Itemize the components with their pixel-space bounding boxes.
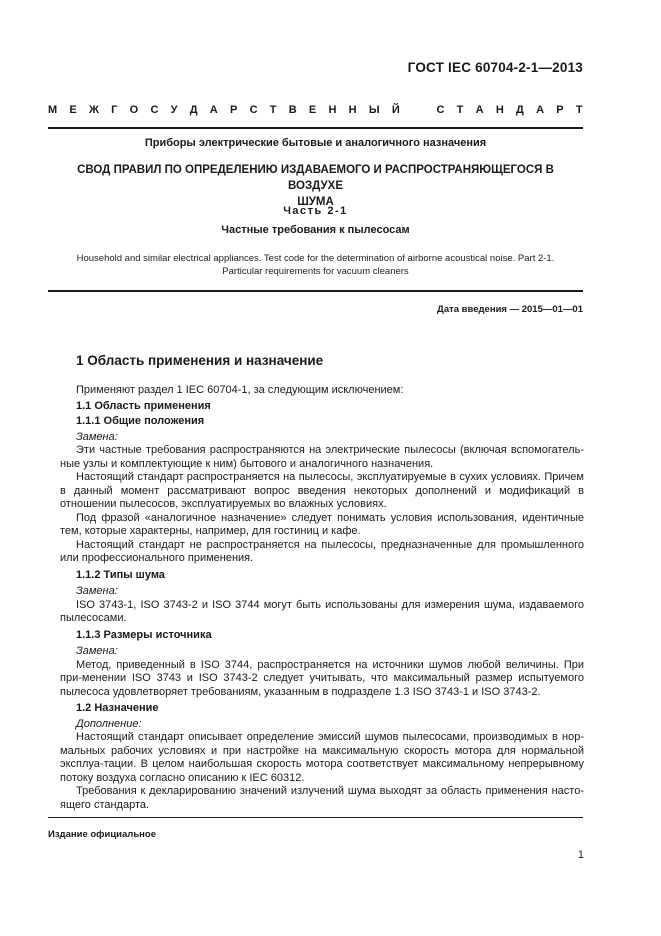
section-heading: 1 Область применения и назначение (76, 353, 324, 368)
replacement-label: Замена: (76, 585, 118, 597)
subsection-heading: 1.1.3 Размеры источника (76, 628, 212, 641)
banner-letter: Д (516, 104, 524, 116)
banner-letter: М (48, 104, 58, 116)
banner-letter: Е (69, 104, 77, 116)
banner-letter: Н (328, 104, 337, 116)
paragraph: Требования к декларированию значений излучений шума выходят за область применения насто-ящего стандарта. (60, 785, 584, 811)
subsection-heading: 1.1.2 Типы шума (76, 568, 165, 581)
banner-letter: Й (391, 104, 400, 116)
paragraph: Настоящий стандарт не распространяется на пылесосы, предназначенные для промышленного или профессионального применения. (60, 538, 584, 564)
paragraph: Метод, приведенный в ISO 3744, распространяется на источники шумов любой величины. При при-менении ISO 3743 и ISO 3743-2 следует учитывать, что максимальный размер испытуемого пылесоса удовлетворяет требованиям, указанным в подразделе 1.3 ISO 3743-1 и ISO 3743-2. (60, 658, 584, 698)
banner-letter: Ы (368, 104, 380, 116)
banner-letter: О (129, 104, 139, 116)
banner-letter: С (150, 104, 159, 116)
banner-letter: У (170, 104, 178, 116)
footer-divider (48, 817, 583, 818)
document-code: ГОСТ IEC 60704-2-1—2013 (407, 60, 583, 75)
main-title-line: ШУМА (297, 196, 334, 208)
english-title-line: Household and similar electrical appliances. Test code for the determination of airborne acoustical noise. Part 2-1. (76, 253, 555, 264)
banner-letter: Н (348, 104, 357, 116)
addition-label: Дополнение: (76, 717, 142, 730)
official-edition-note: Издание официальное (48, 829, 156, 840)
banner-letter: Н (495, 104, 504, 116)
paragraph: Под фразой «аналогичное назначение» следует понимать условия использования, идентичные тем, которые характерны, например, для гостиниц и кафе. (60, 511, 584, 537)
replacement-label: Замена: (76, 430, 118, 443)
english-title-line: Particular requirements for vacuum cleaners (222, 266, 409, 277)
banner-letter: С (436, 104, 445, 116)
subsection-heading: 1.1 Область применения (76, 399, 211, 412)
paragraph: Эти частные требования распространяются на электрические пылесосы (включая вспомогатель-ные узлы и комплектующие к ним) бытового и аналогичного назначения. (60, 444, 584, 470)
banner-letter: Р (229, 104, 238, 116)
banner-letter: С (249, 104, 258, 116)
paragraph: Применяют раздел 1 IEC 60704-1, за следующим исключением: (76, 384, 404, 396)
document-main-title (48, 162, 583, 210)
paragraph: Настоящий стандарт распространяется на пылесосы, эксплуатируемые в сухих условиях. Причем в данный момент рассматривают вопрос введения некоторых дополнений и модификаций в отношении пылесосов, эксплуатируемых во влажных условиях. (60, 471, 584, 510)
banner-letter: А (209, 104, 218, 116)
paragraph: ISO 3743-1, ISO 3743-2 и ISO 3744 могут быть использованы для измерения шума, издаваемого пылесосами. (60, 598, 584, 624)
banner-letter: Е (308, 104, 317, 116)
part-title: Частные требования к пылесосам (221, 224, 410, 236)
interstate-standard-banner (48, 104, 583, 116)
banner-letter: Д (189, 104, 198, 116)
part-label: Часть 2-1 (283, 205, 348, 217)
banner-letter: Ж (88, 104, 99, 116)
banner-letter: В (288, 104, 297, 116)
document-subtitle: Приборы электрические бытовые и аналогичного назначения (144, 137, 487, 149)
banner-letter: А (475, 104, 484, 116)
banner-letter: Р (556, 104, 564, 116)
banner-letter: Т (269, 104, 277, 116)
subsection-heading: 1.2 Назначение (76, 702, 159, 714)
subsection-heading: 1.1.1 Общие положения (76, 415, 205, 427)
banner-letter: А (536, 104, 545, 116)
banner-divider (48, 127, 583, 129)
replacement-label: Замена: (76, 645, 118, 657)
banner-letter: Т (575, 104, 583, 116)
introduction-date: Дата введения — 2015—01—01 (437, 304, 583, 315)
page-number: 1 (577, 849, 584, 861)
english-title (48, 252, 583, 278)
title-divider (48, 290, 583, 292)
banner-letter: Г (111, 104, 118, 116)
banner-letter: Т (456, 104, 464, 116)
section-body (60, 384, 584, 812)
main-title-line: СВОД ПРАВИЛ ПО ОПРЕДЕЛЕНИЮ ИЗДАВАЕМОГО И РАСПРОСТРАНЯЮЩЕГОСЯ В ВОЗДУХЕ (77, 164, 554, 192)
paragraph: Настоящий стандарт описывает определение эмиссий шумов пылесосами, производимых в нор-мальных рабочих условиях и при настройке на максимальную скорость мотора для нормальной эксплуа-тации. В целом наибольшая скорость мотора соответствует максимальному непрерывному потоку воздуха согласно описанию к IEC 60312. (60, 731, 584, 784)
